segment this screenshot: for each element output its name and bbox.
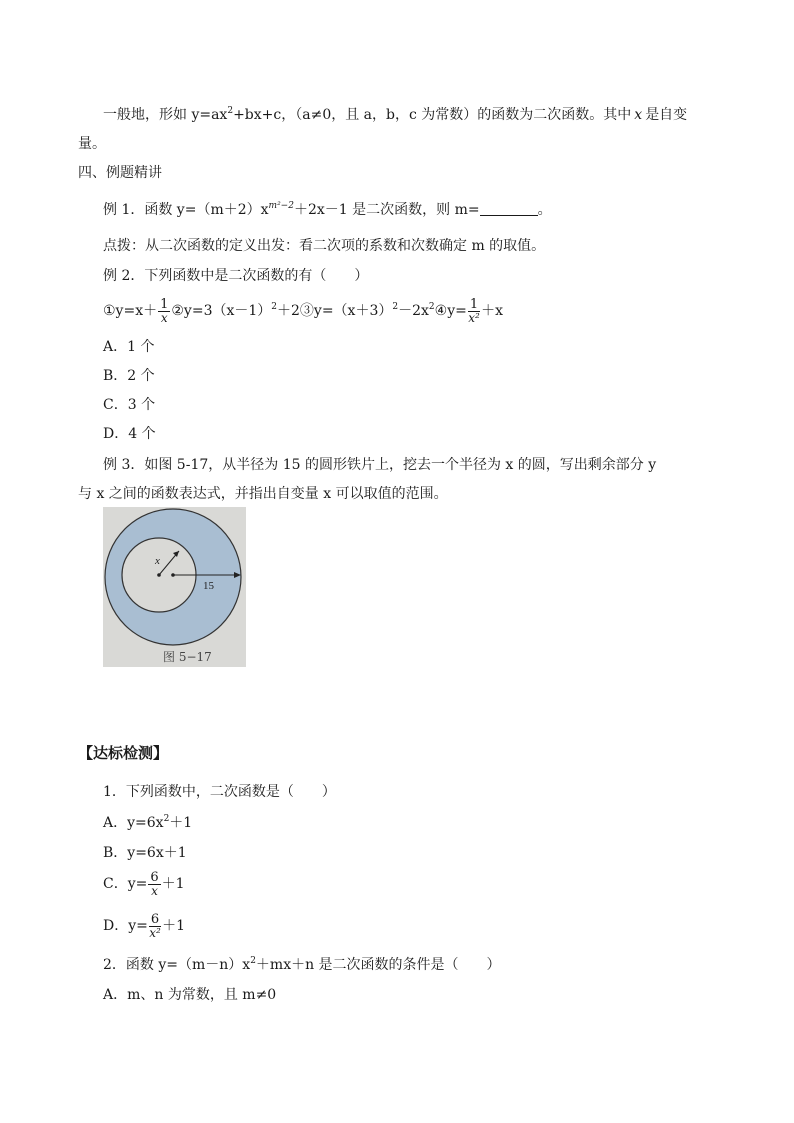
q2: [103, 955, 501, 977]
q2-option-a: A．m、n 为常数，且 m≠0: [103, 987, 277, 1003]
label-15: 15: [203, 580, 214, 592]
example-2-functions: [103, 296, 503, 328]
section-title: 四、例题精讲: [78, 165, 162, 181]
intro-text-b: +bx+c，（a≠0，且 a，b，c 为常数）的函数为二次函数。其中: [233, 107, 632, 123]
f2-sup: 2: [271, 302, 278, 312]
frac-num: 1: [469, 296, 479, 312]
frac-num: 1: [160, 296, 169, 312]
variable-x: x: [634, 107, 643, 123]
q1-option-a: [103, 813, 192, 835]
f3-sup: 2: [392, 302, 399, 312]
check-title: 【达标检测】: [78, 744, 169, 762]
fraction-1-over-x2: [468, 298, 480, 325]
q1a-end: ＋1: [169, 815, 193, 831]
intro-line-1: [103, 105, 687, 127]
ex1-end: 。: [537, 202, 552, 218]
frac-den: x: [151, 883, 158, 898]
fraction-6-over-x2: [149, 913, 161, 940]
intro-line-2: 量。: [78, 136, 106, 152]
label-x: x: [155, 555, 160, 567]
ex1-exponent: m²−2: [268, 201, 294, 211]
q2-pre: 2．函数 y=（m－n）x: [103, 957, 251, 973]
intro-text-a: 一般地，形如 y=ax: [103, 107, 228, 123]
f1: ①y=x＋: [103, 303, 158, 319]
ex1-post: ＋2x－1 是二次函数，则 m=: [293, 202, 480, 218]
q2-post: ＋mx＋n 是二次函数的条件是（ ）: [255, 957, 501, 973]
example-1: [103, 200, 552, 222]
frac-den: x²: [149, 925, 161, 940]
frac-den: x²: [468, 310, 480, 325]
f3-sup-b: 2: [428, 302, 435, 312]
frac-den: x: [160, 310, 168, 325]
frac-num: 6: [150, 911, 160, 927]
annulus-diagram: [103, 507, 246, 667]
q1a-sup: 2: [163, 814, 170, 824]
q1a-text: A．y=6x: [103, 815, 164, 831]
fraction-6-over-x: [148, 871, 160, 898]
q1: 1．下列函数中，二次函数是（ ）: [103, 784, 336, 800]
hint: 点拨：从二次函数的定义出发：看二次项的系数和次数确定 m 的取值。: [103, 238, 546, 254]
f4: ④y=: [434, 303, 467, 319]
figure-caption: 图 5−17: [163, 650, 212, 664]
q2-sup: 2: [250, 956, 256, 966]
f2b: ＋2③y=（x＋3）: [277, 303, 393, 319]
q1-option-b: B．y=6x＋1: [103, 845, 187, 861]
ex1-pre: 例 1．函数 y=（m＋2）x: [103, 202, 269, 218]
q1c-text: C．y=: [103, 876, 148, 892]
figure-annulus: [103, 507, 246, 667]
ex2-option-d: D．4 个: [103, 426, 156, 442]
fraction-1-over-x: [158, 298, 170, 325]
superscript: 2: [227, 106, 234, 116]
ex2-option-c: C．3 个: [103, 397, 156, 413]
intro-text-c: 是自变: [645, 107, 688, 123]
ex2-option-a: A．1 个: [103, 339, 155, 355]
example-3-line-1: 例 3．如图 5-17，从半径为 15 的圆形铁片上，挖去一个半径为 x 的圆，写出剩余部分 y: [103, 457, 657, 473]
q1c-end: ＋1: [161, 876, 185, 892]
ex2-option-b: B．2 个: [103, 368, 155, 384]
q1-option-d: [103, 908, 185, 944]
example-2-question: 例 2．下列函数中是二次函数的有（ ）: [103, 268, 369, 284]
example-3-line-2: 与 x 之间的函数表达式，并指出自变量 x 可以取值的范围。: [78, 486, 448, 502]
frac-num: 6: [150, 869, 159, 885]
q1d-end: ＋1: [162, 918, 186, 934]
q1-option-c: [103, 866, 185, 902]
f2: ②y=3（x－1）: [171, 303, 272, 319]
f3b: －2x: [398, 303, 429, 319]
q1d-text: D．y=: [103, 918, 148, 934]
f4b: ＋x: [481, 303, 504, 319]
answer-blank: [480, 201, 538, 216]
